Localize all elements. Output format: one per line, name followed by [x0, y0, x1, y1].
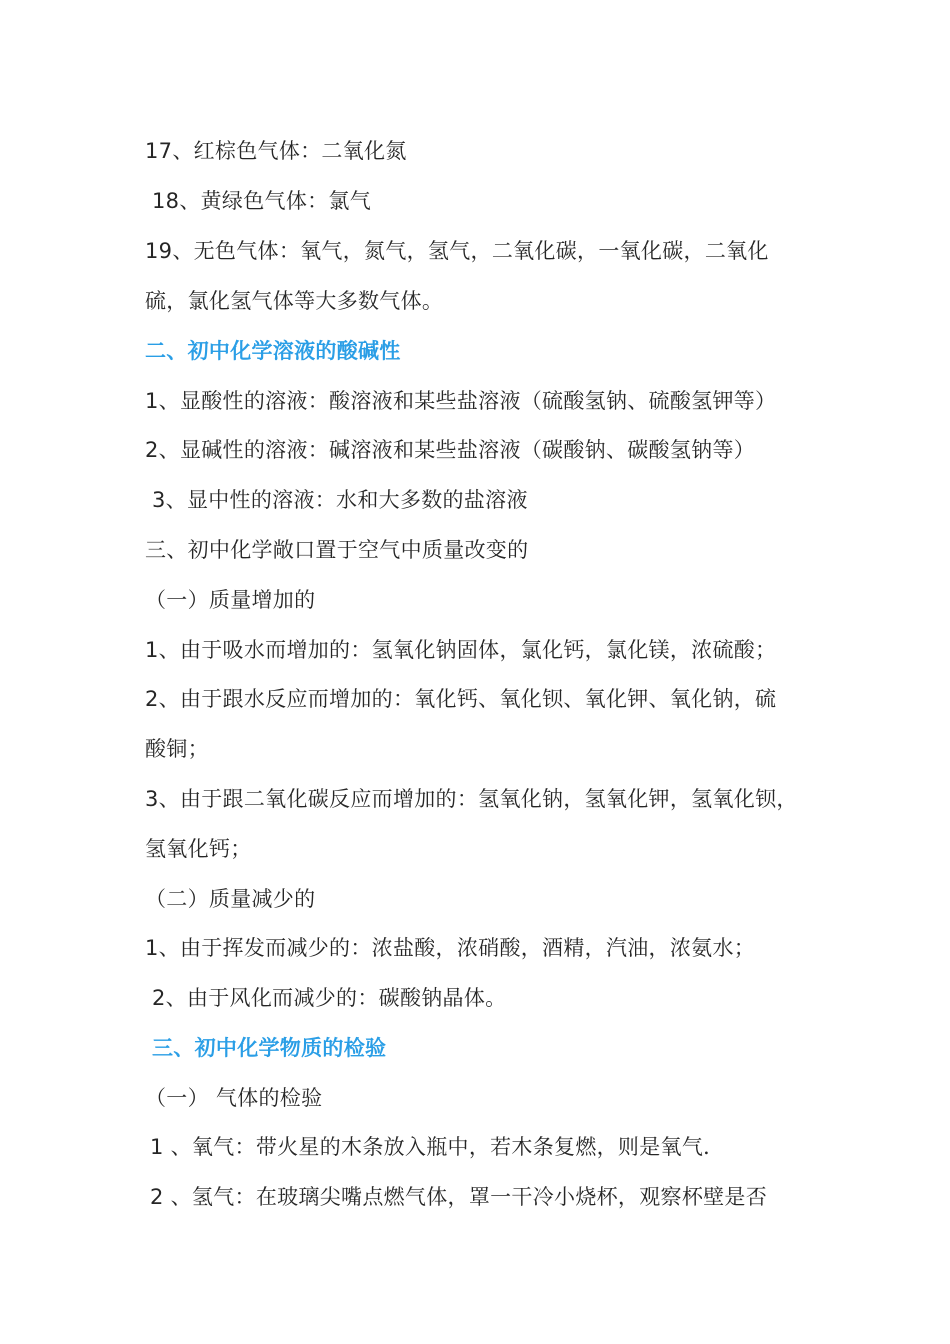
- text-line: 2、显碱性的溶液：碱溶液和某些盐溶液（碳酸钠、碳酸氢钠等）: [145, 438, 756, 462]
- subsection-heading: （一） 气体的检验: [145, 1086, 323, 1110]
- text-line: 氢氧化钙；: [145, 837, 252, 861]
- subsection-heading: （二）质量减少的: [145, 887, 316, 911]
- text-line: 3、显中性的溶液：水和大多数的盐溶液: [152, 488, 528, 512]
- text-line: 2 、氢气：在玻璃尖嘴点燃气体，罩一干冷小烧杯，观察杯壁是否: [150, 1185, 768, 1209]
- text-line: 酸铜；: [145, 737, 209, 761]
- text-line: 3、由于跟二氧化碳反应而增加的：氢氧化钠，氢氧化钾，氢氧化钡，: [145, 787, 798, 811]
- text-line: 1 、氧气：带火星的木条放入瓶中，若木条复燃，则是氧气．: [150, 1135, 725, 1159]
- section-heading: 二、初中化学溶液的酸碱性: [145, 339, 401, 363]
- text-line: 1、由于挥发而减少的：浓盐酸，浓硝酸，酒精，汽油，浓氨水；: [145, 936, 756, 960]
- subsection-heading: （一）质量增加的: [145, 588, 316, 612]
- text-line: 1、由于吸水而增加的：氢氧化钠固体，氯化钙，氯化镁，浓硫酸；: [145, 638, 777, 662]
- text-line: 1、显酸性的溶液：酸溶液和某些盐溶液（硫酸氢钠、硫酸氢钾等）: [145, 389, 777, 413]
- text-line: 硫，氯化氢气体等大多数气体。: [145, 289, 444, 313]
- text-line: 19、无色气体：氧气，氮气，氢气，二氧化碳，一氧化碳，二氧化: [145, 239, 769, 263]
- text-line: 2、由于风化而减少的：碳酸钠晶体。: [152, 986, 507, 1010]
- text-line: 2、由于跟水反应而增加的：氧化钙、氧化钡、氧化钾、氧化钠，硫: [145, 687, 777, 711]
- section-heading: 三、初中化学物质的检验: [152, 1036, 387, 1060]
- text-line: 18、黄绿色气体：氯气: [152, 189, 372, 213]
- text-line: 17、红棕色气体：二氧化氮: [145, 139, 407, 163]
- text-line: 三、初中化学敞口置于空气中质量改变的: [145, 538, 529, 562]
